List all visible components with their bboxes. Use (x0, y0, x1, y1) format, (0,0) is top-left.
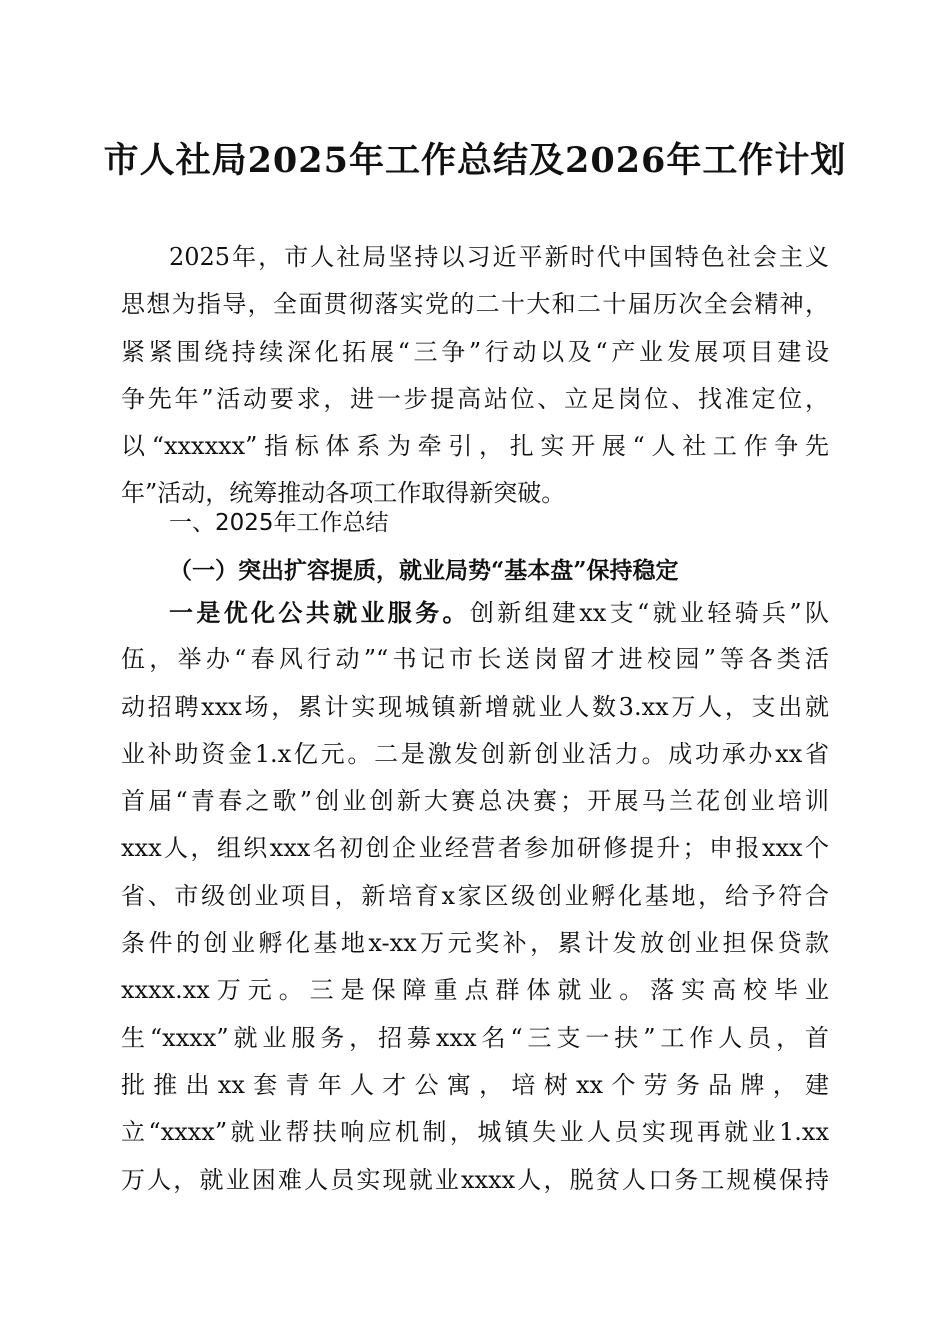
paragraph-line: 万人，就业困难人员实现就业xxxx人，脱贫人口务工规模保持 (121, 1165, 829, 1194)
paragraph-first-line-rest: 创新组建xx支“就业轻骑兵”队 (469, 599, 829, 627)
paragraph-line: 生“xxxx”就业服务，招募xxx名“三支一扶”工作人员，首 (121, 1023, 829, 1052)
paragraph-line: 条件的创业孵化基地x-xx万元奖补，累计发放创业担保贷款 (121, 929, 829, 958)
intro-paragraph (121, 234, 829, 518)
paragraph-line: 动招聘xxx场，累计实现城镇新增就业人数3.xx万人，支出就 (121, 692, 829, 721)
paragraph-lead: 一是优化公共就业服务。 (169, 598, 470, 627)
document-title: 市人社局2025年工作总结及2026年工作计划 (103, 140, 847, 181)
intro-line: 思想为指导，全面贯彻落实党的二十大和二十届历次全会精神， (121, 290, 829, 319)
paragraph-line: xxx人，组织xxx名初创企业经营者参加研修提升；申报xxx个 (121, 834, 829, 863)
paragraph-line: xxxx.xx万元。三是保障重点群体就业。落实高校毕业 (121, 976, 829, 1005)
paragraph-line: 首届“青春之歌”创业创新大赛总决赛；开展马兰花创业培训 (121, 787, 829, 816)
intro-line: 年”活动，统筹推动各项工作取得新突破。 (121, 479, 566, 508)
paragraph-line: 业补助资金1.x亿元。二是激发创新创业活力。成功承办xx省 (121, 739, 829, 768)
paragraph-line: 立“xxxx”就业帮扶响应机制，城镇失业人员实现再就业1.xx (121, 1118, 829, 1147)
intro-line: 2025年，市人社局坚持以习近平新时代中国特色社会主义 (169, 243, 829, 271)
section-block (121, 500, 829, 595)
intro-line: 争先年”活动要求，进一步提高站位、立足岗位、找准定位， (121, 384, 829, 413)
paragraph-line: 省、市级创业项目，新培育x家区级创业孵化基地，给予符合 (121, 881, 829, 910)
paragraph-line: 伍，举办“春风行动”“书记市长送岗留才进校园”等各类活 (121, 645, 829, 674)
body-paragraph (121, 589, 829, 1204)
intro-line: 紧紧围绕持续深化拓展“三争”行动以及“产业发展项目建设 (121, 337, 829, 366)
paragraph-line: 批推出xx套青年人才公寓，培树xx个劳务品牌，建 (121, 1070, 829, 1099)
section-heading: 一、2025年工作总结 (169, 510, 389, 536)
intro-line: 以“xxxxxx”指标体系为牵引，扎实开展“人社工作争先 (121, 432, 829, 461)
subsection-heading: （一）突出扩容提质，就业局势“基本盘”保持稳定 (169, 557, 679, 585)
paragraph-first-line (121, 589, 829, 636)
